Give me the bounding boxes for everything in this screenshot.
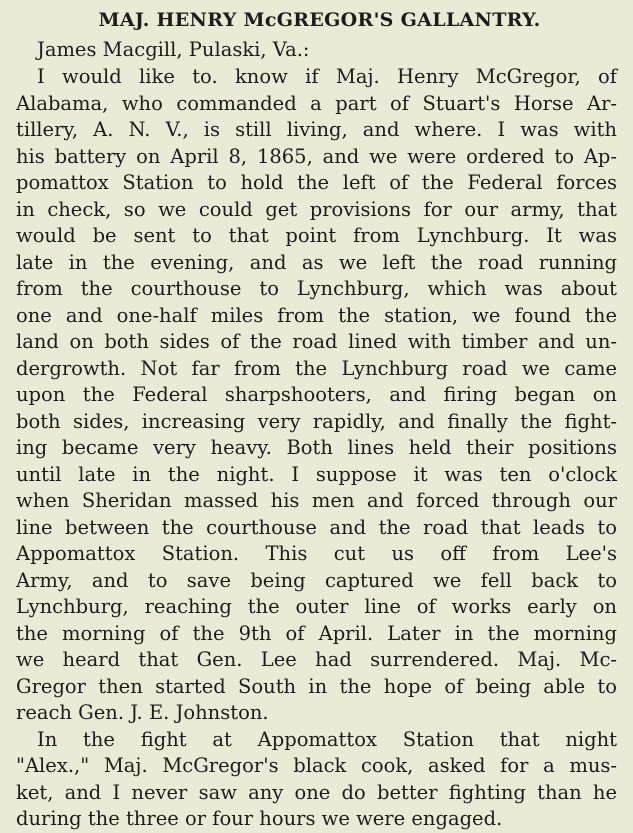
text-line: In the fight at Appomattox Station that night [37, 727, 617, 751]
text-line: we heard that Gen. Lee had surrendered. Maj. Mc- [16, 648, 617, 671]
text-line: ing became very heavy. Both lines held their positions [16, 436, 617, 459]
text-line: until late in the night. I suppose it was ten o'clock [16, 462, 617, 486]
text-line: in check, so we could get provisions for our army, that [16, 197, 617, 221]
text-line: from the courthouse to Lynchburg, which was about [16, 277, 617, 300]
paragraph [16, 64, 617, 727]
text-line: both sides, increasing very rapidly, and finally the fight- [16, 409, 617, 433]
text-line: tillery, A. N. V., is still living, and where. I was with [16, 118, 617, 141]
paragraph [16, 727, 617, 833]
article-body [16, 64, 617, 833]
text-line: during the three or four hours we were engaged. [16, 807, 503, 830]
text-line: reach Gen. J. E. Johnston. [16, 701, 269, 724]
text-line: would be sent to that point from Lynchburg. It was [16, 224, 617, 247]
text-line: one and one-half miles from the station, we found the [16, 303, 617, 327]
text-line: Lynchburg, reaching the outer line of works early on [16, 595, 617, 618]
text-line: his battery on April 8, 1865, and we were ordered to Ap- [16, 144, 617, 168]
text-line: dergrowth. Not far from the Lynchburg road we came [16, 356, 617, 380]
text-line: Alabama, who commanded a part of Stuart's Horse Ar- [16, 91, 617, 115]
text-line: line between the courthouse and the road that leads to [16, 515, 617, 539]
text-line: Army, and to save being captured we fell back to [16, 568, 617, 592]
text-line: Gregor then started South in the hope of being able to [16, 674, 617, 698]
text-line: when Sheridan massed his men and forced through our [16, 489, 617, 512]
article-title: MAJ. HENRY McGREGOR'S GALLANTRY. [98, 9, 541, 31]
text-line: pomattox Station to hold the left of the Federal forces [16, 171, 617, 194]
text-line: the morning of the 9th of April. Later in the morning [16, 621, 617, 645]
text-line: "Alex.," Maj. McGregor's black cook, asked for a mus- [16, 754, 617, 777]
article-byline: James Macgill, Pulaski, Va.: [37, 38, 310, 61]
text-line: land on both sides of the road lined with timber and un- [16, 330, 617, 353]
text-line: I would like to. know if Maj. Henry McGregor, of [37, 65, 617, 88]
text-line: late in the evening, and as we left the road running [16, 250, 617, 274]
text-line: upon the Federal sharpshooters, and firing began on [16, 383, 617, 406]
text-line: ket, and I never saw any one do better fighting than he [16, 780, 617, 804]
text-line: Appomattox Station. This cut us off from Lee's [16, 542, 617, 565]
